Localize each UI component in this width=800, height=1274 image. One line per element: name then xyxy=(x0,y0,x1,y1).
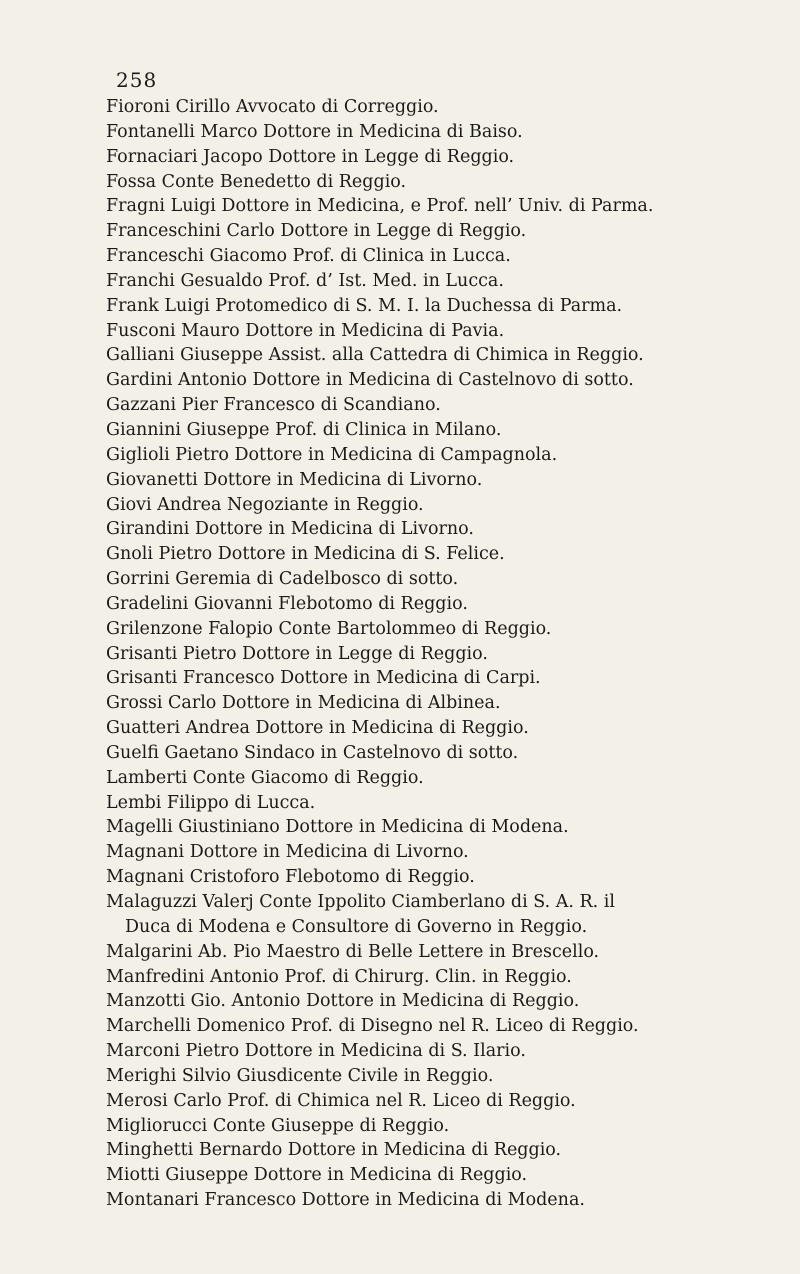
list-item: Magnani Cristoforo Flebotomo di Reggio. xyxy=(106,867,475,888)
list-item: Grilenzone Falopio Conte Bartolommeo di Reggio. xyxy=(106,618,552,639)
list-item: Fusconi Mauro Dottore in Medicina di Pavia. xyxy=(106,320,505,341)
list-item: Manzotti Gio. Antonio Dottore in Medicina di Reggio. xyxy=(106,991,580,1012)
list-item: Fioroni Cirillo Avvocato di Correggio. xyxy=(106,97,439,117)
page-number: 258 xyxy=(116,68,158,92)
list-item: Minghetti Bernardo Dottore in Medicina di Reggio. xyxy=(106,1140,562,1161)
list-item: Gradelini Giovanni Flebotomo di Reggio. xyxy=(106,593,468,614)
list-item: Malaguzzi Valerj Conte Ippolito Ciamberlano di S. A. R. il xyxy=(106,892,616,912)
list-item: Galliani Giuseppe Assist. alla Cattedra di Chimica in Reggio. xyxy=(106,345,644,366)
list-item: Magelli Giustiniano Dottore in Medicina di Modena. xyxy=(106,817,569,838)
list-item: Marconi Pietro Dottore in Medicina di S. Ilario. xyxy=(106,1041,526,1062)
list-item: Fragni Luigi Dottore in Medicina, e Prof. nell’ Univ. di Parma. xyxy=(106,196,654,217)
list-item: Fornaciari Jacopo Dottore in Legge di Reggio. xyxy=(106,146,515,167)
list-item-continuation: Duca di Modena e Consultore di Governo in Reggio. xyxy=(125,916,588,937)
list-item: Giannini Giuseppe Prof. di Clinica in Milano. xyxy=(106,419,502,440)
list-item: Gorrini Geremia di Cadelbosco di sotto. xyxy=(106,569,459,590)
list-item: Giglioli Pietro Dottore in Medicina di Campagnola. xyxy=(106,444,558,465)
list-item: Gardini Antonio Dottore in Medicina di Castelnovo di sotto. xyxy=(106,370,634,391)
list-item: Grisanti Francesco Dottore in Medicina di Carpi. xyxy=(106,668,541,689)
list-item: Girandini Dottore in Medicina di Livorno. xyxy=(106,519,474,540)
list-item: Montanari Francesco Dottore in Medicina di Modena. xyxy=(106,1190,585,1211)
subscriber-list xyxy=(106,95,796,1213)
list-item: Merighi Silvio Giusdicente Civile in Reggio. xyxy=(106,1065,494,1086)
list-item: Guelfi Gaetano Sindaco in Castelnovo di sotto. xyxy=(106,742,519,763)
list-item: Franceschi Giacomo Prof. di Clinica in Lucca. xyxy=(106,246,511,267)
list-item: Merosi Carlo Prof. di Chimica nel R. Liceo di Reggio. xyxy=(106,1090,576,1111)
list-item: Grisanti Pietro Dottore in Legge di Reggio. xyxy=(106,643,488,664)
list-item: Lembi Filippo di Lucca. xyxy=(106,792,316,813)
list-item: Malgarini Ab. Pio Maestro di Belle Lettere in Brescello. xyxy=(106,941,600,962)
list-item: Giovanetti Dottore in Medicina di Livorno. xyxy=(106,469,483,490)
list-item: Manfredini Antonio Prof. di Chirurg. Clin. in Reggio. xyxy=(106,966,572,987)
list-item: Franceschini Carlo Dottore in Legge di Reggio. xyxy=(106,221,527,242)
list-item: Gazzani Pier Francesco di Scandiano. xyxy=(106,395,441,416)
list-item: Fontanelli Marco Dottore in Medicina di Baiso. xyxy=(106,121,523,142)
list-item: Frank Luigi Protomedico di S. M. I. la Duchessa di Parma. xyxy=(106,295,623,316)
list-item: Gnoli Pietro Dottore in Medicina di S. Felice. xyxy=(106,544,505,565)
list-item: Guatteri Andrea Dottore in Medicina di Reggio. xyxy=(106,718,529,739)
list-item: Grossi Carlo Dottore in Medicina di Albinea. xyxy=(106,693,501,714)
list-item: Miotti Giuseppe Dottore in Medicina di Reggio. xyxy=(106,1165,528,1186)
list-item: Lamberti Conte Giacomo di Reggio. xyxy=(106,767,424,788)
list-item: Fossa Conte Benedetto di Reggio. xyxy=(106,171,407,192)
list-item: Giovi Andrea Negoziante in Reggio. xyxy=(106,494,424,515)
list-item: Franchi Gesualdo Prof. d’ Ist. Med. in Lucca. xyxy=(106,270,504,291)
list-item: Marchelli Domenico Prof. di Disegno nel R. Liceo di Reggio. xyxy=(106,1016,639,1037)
list-item: Magnani Dottore in Medicina di Livorno. xyxy=(106,842,469,863)
list-item: Migliorucci Conte Giuseppe di Reggio. xyxy=(106,1115,450,1136)
